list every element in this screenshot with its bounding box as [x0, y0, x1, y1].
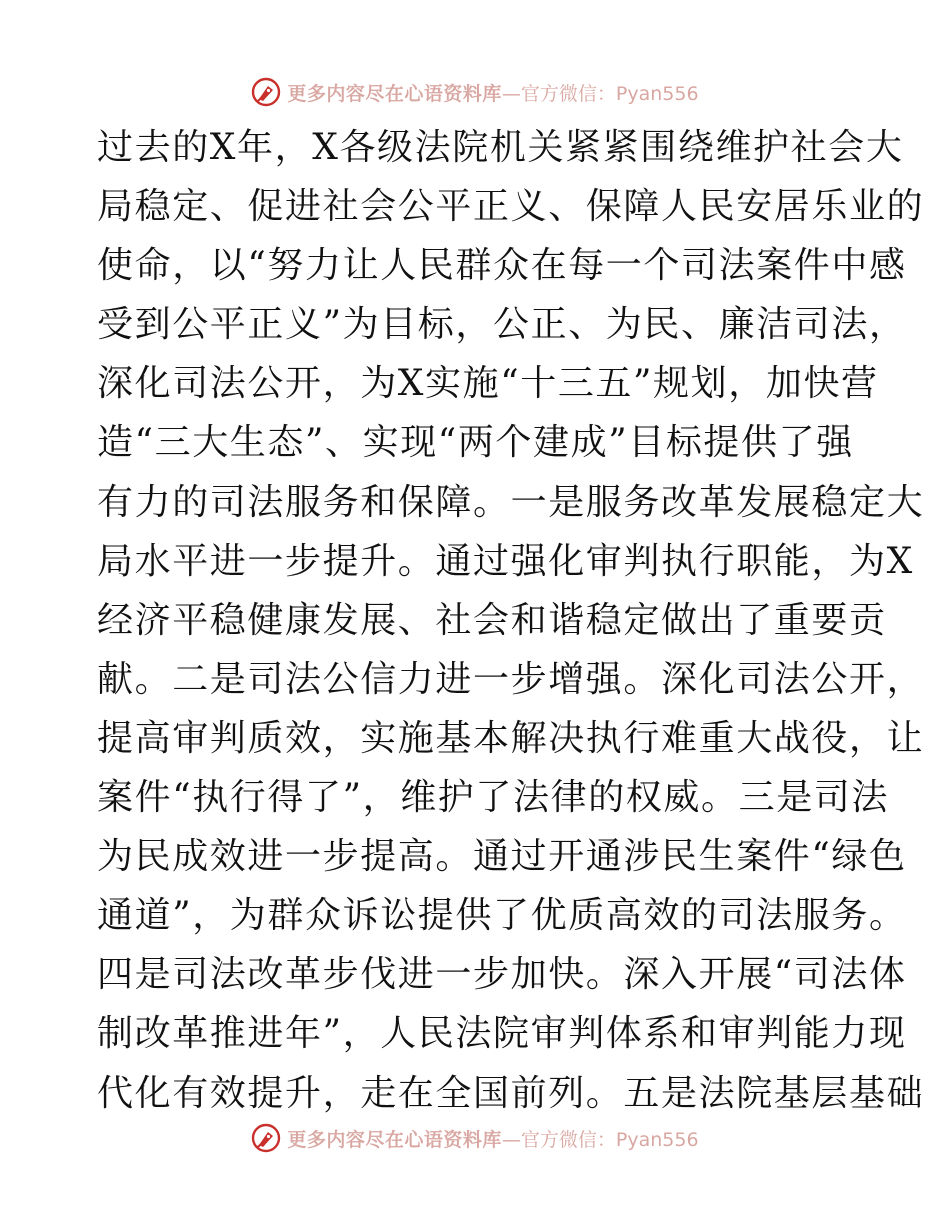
pen-nib-logo-icon [251, 77, 281, 107]
text-line: 有力的司法服务和保障。一是服务改革发展稳定大 [97, 481, 925, 523]
text-line: 使命，以“努力让人民群众在每一个司法案件中感 [97, 245, 907, 287]
text-line: 献。二是司法公信力进一步增强。深化司法公开， [97, 658, 925, 700]
text-line: 经济平稳健康发展、社会和谐稳定做出了重要贡 [97, 599, 887, 641]
text-line: 通道”，为群众诉讼提供了优质高效的司法服务。 [97, 895, 907, 937]
text-line: 过去的X年，X各级法院机关紧紧围绕维护社会大 [97, 127, 904, 168]
pen-nib-logo-icon [251, 1123, 281, 1153]
text-line: 案件“执行得了”，维护了法律的权威。三是司法 [97, 777, 890, 819]
banner-wechat-text: —官方微信：Pyan556 [501, 82, 699, 105]
text-line: 受到公平正义”为目标，公正、为民、廉洁司法， [97, 304, 907, 346]
text-line: 造“三大生态”、实现“两个建成”目标提供了强 [97, 422, 854, 464]
text-line: 局稳定、促进社会公平正义、保障人民安居乐业的 [97, 186, 925, 228]
footer-banner [0, 1118, 950, 1158]
banner-site-text: 更多内容尽在心语资料库 [287, 82, 502, 105]
document-body [97, 118, 925, 1123]
header-banner [0, 72, 950, 112]
text-line: 提高审判质效，实施基本解决执行难重大战役，让 [97, 717, 925, 759]
banner-wechat-text: —官方微信：Pyan556 [501, 1128, 699, 1151]
text-line: 四是司法改革步伐进一步加快。深入开展“司法体 [97, 954, 907, 996]
text-line: 代化有效提升，走在全国前列。五是法院基层基础 [97, 1072, 925, 1114]
text-line: 制改革推进年”，人民法院审判体系和审判能力现 [97, 1013, 907, 1055]
banner-site-text: 更多内容尽在心语资料库 [287, 1128, 502, 1151]
text-line: 深化司法公开，为X实施“十三五”规划，加快营 [97, 363, 879, 405]
text-line: 为民成效进一步提高。通过开通涉民生案件“绿色 [97, 836, 907, 878]
text-line: 局水平进一步提升。通过强化审判执行职能，为X [97, 540, 914, 582]
